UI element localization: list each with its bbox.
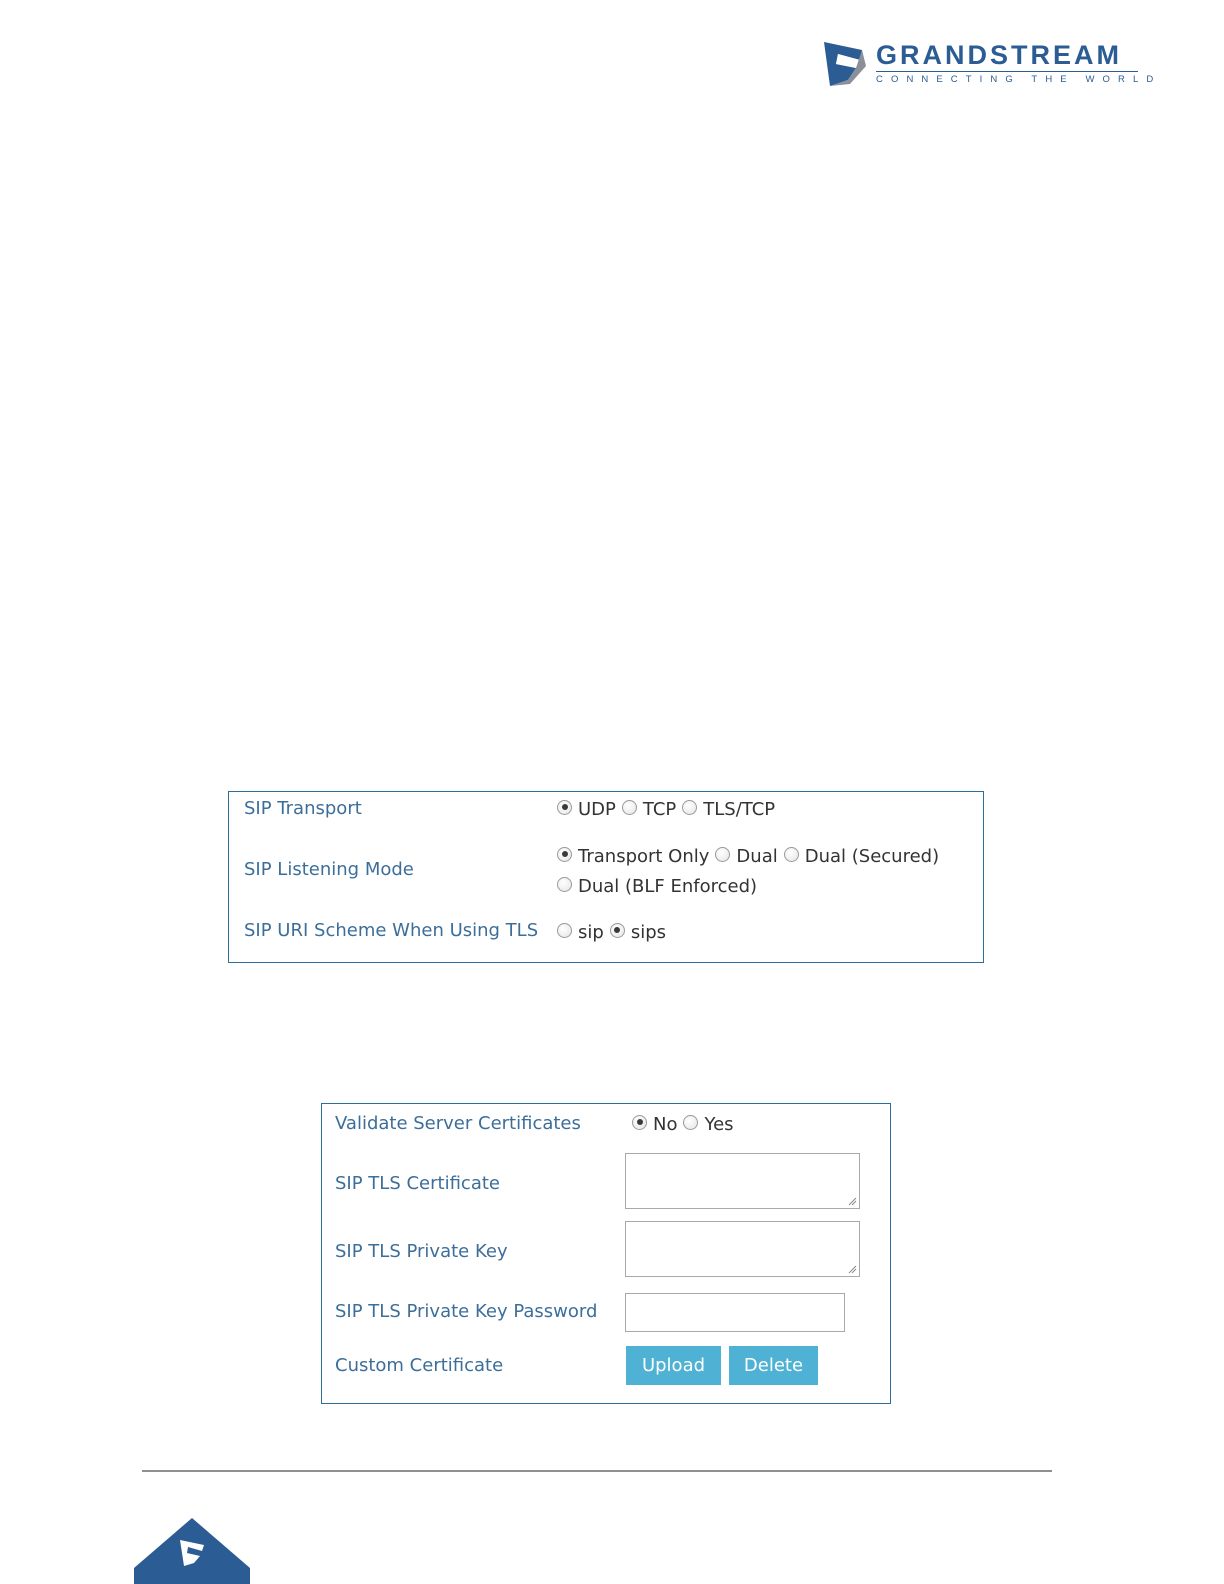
listening-dual-secured-radio[interactable] — [784, 847, 799, 862]
listening-dual-secured-label: Dual (Secured) — [804, 846, 940, 867]
resize-grip-icon[interactable] — [848, 1197, 857, 1206]
grandstream-footer-icon — [134, 1518, 250, 1584]
sip-listening-mode-options-row2 — [557, 876, 757, 898]
sip-transport-tcp-radio[interactable] — [622, 800, 637, 815]
validate-yes-label: Yes — [704, 1114, 734, 1135]
sip-tls-private-key-textarea[interactable] — [625, 1221, 860, 1277]
brand-name: GRANDSTREAM — [876, 40, 1122, 70]
sip-tls-certificate-textarea[interactable] — [625, 1153, 860, 1209]
validate-server-certificates-options — [632, 1114, 734, 1136]
listening-transport-only-label: Transport Only — [578, 846, 710, 867]
listening-dual-blf-radio[interactable] — [557, 877, 572, 892]
validate-server-certificates-label: Validate Server Certificates — [335, 1113, 581, 1134]
upload-button[interactable]: Upload — [626, 1346, 721, 1385]
sip-transport-options — [557, 799, 775, 821]
sip-uri-scheme-label: SIP URI Scheme When Using TLS — [244, 920, 539, 941]
grandstream-logo-icon — [822, 40, 866, 88]
uri-scheme-sip-label: sip — [578, 922, 604, 943]
grandstream-logo — [822, 40, 1162, 90]
validate-no-radio[interactable] — [632, 1115, 647, 1130]
sip-tls-panel — [321, 1103, 891, 1404]
uri-scheme-sips-label: sips — [630, 922, 666, 943]
custom-certificate-label: Custom Certificate — [335, 1355, 504, 1376]
listening-dual-blf-label: Dual (BLF Enforced) — [578, 876, 758, 897]
listening-transport-only-radio[interactable] — [557, 847, 572, 862]
sip-listening-mode-options-row1 — [557, 846, 939, 868]
sip-tls-private-key-password-label: SIP TLS Private Key Password — [335, 1301, 598, 1322]
brand-tagline: CONNECTING THE WORLD — [876, 74, 1162, 85]
listening-dual-label: Dual — [736, 846, 778, 867]
sip-transport-panel — [228, 791, 984, 963]
uri-scheme-sip-radio[interactable] — [557, 923, 572, 938]
sip-uri-scheme-options — [557, 922, 666, 944]
sip-listening-mode-label: SIP Listening Mode — [244, 859, 414, 880]
sip-transport-tls-radio[interactable] — [682, 800, 697, 815]
delete-button[interactable]: Delete — [729, 1346, 818, 1385]
validate-yes-radio[interactable] — [683, 1115, 698, 1130]
listening-dual-radio[interactable] — [715, 847, 730, 862]
sip-transport-tls-label: TLS/TCP — [703, 799, 776, 820]
footer-divider — [142, 1470, 1052, 1472]
sip-tls-private-key-password-input[interactable] — [625, 1293, 845, 1332]
sip-tls-certificate-label: SIP TLS Certificate — [335, 1173, 500, 1194]
sip-transport-udp-label: UDP — [578, 799, 616, 820]
sip-transport-udp-radio[interactable] — [557, 800, 572, 815]
uri-scheme-sips-radio[interactable] — [610, 923, 625, 938]
brand-divider — [876, 71, 1138, 72]
validate-no-label: No — [653, 1114, 678, 1135]
sip-transport-label: SIP Transport — [244, 798, 362, 819]
resize-grip-icon[interactable] — [848, 1265, 857, 1274]
sip-tls-private-key-label: SIP TLS Private Key — [335, 1241, 508, 1262]
sip-transport-tcp-label: TCP — [642, 799, 677, 820]
